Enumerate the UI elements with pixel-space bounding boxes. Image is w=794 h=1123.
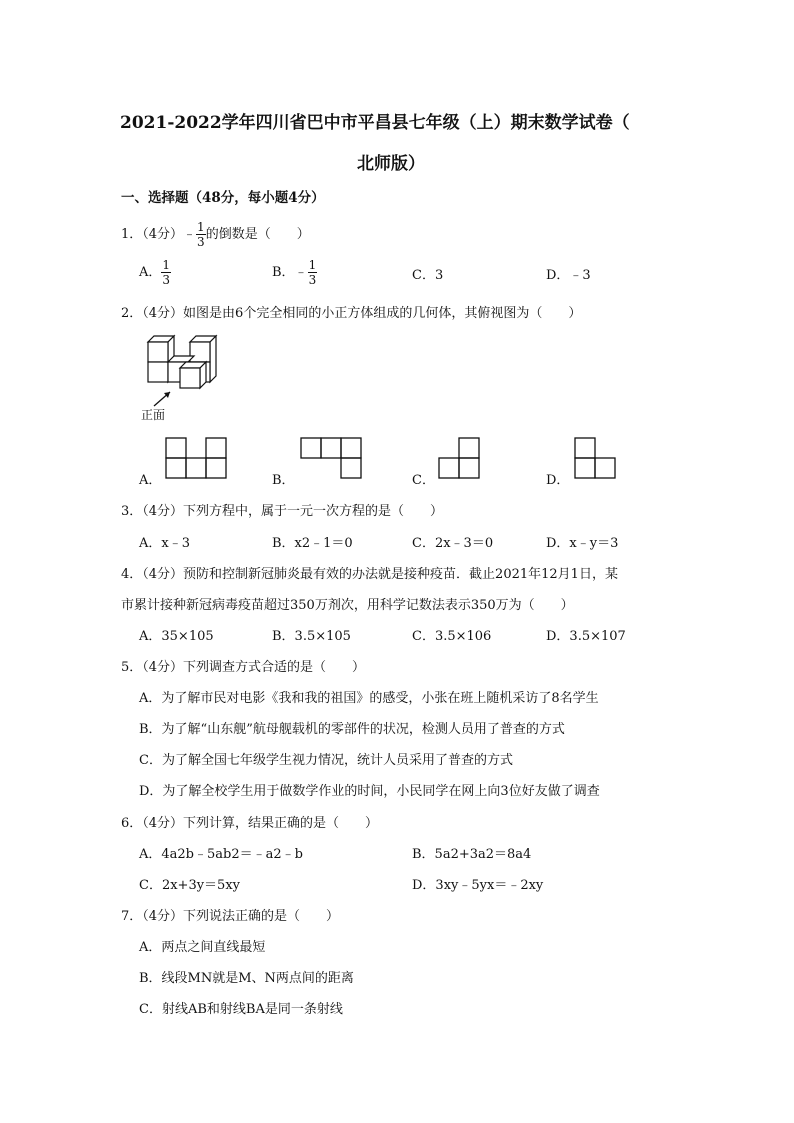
question-3-stem: 3．（4分）下列方程中，属于一元一次方程的是（ ）: [121, 504, 444, 519]
front-label: 正面: [141, 408, 166, 422]
question-7-option-c[interactable]: C．射线AB和射线BA是同一条射线: [139, 1002, 343, 1017]
question-2-option-d[interactable]: D．: [546, 473, 570, 488]
option-c-grid: [438, 437, 482, 481]
question-2-option-c[interactable]: C．: [412, 473, 435, 488]
question-4-line2: 市累计接种新冠病毒疫苗超过350万剂次，用科学记数法表示350万为（ ）: [121, 598, 574, 613]
question-6-option-d[interactable]: D．3xy﹣5yx＝﹣2xy: [412, 878, 544, 893]
question-4-option-a[interactable]: A．35×105: [139, 629, 214, 644]
option-d-grid: [574, 437, 618, 481]
question-6-stem: 6．（4分）下列计算，结果正确的是（ ）: [121, 816, 379, 831]
question-6-option-a[interactable]: A．4a2b﹣5ab2＝﹣a2﹣b: [139, 847, 303, 862]
page-title-line1: 2021-2022学年四川省巴中市平昌县七年级（上）期末数学试卷（: [120, 113, 630, 133]
option-b-grid: [300, 437, 364, 481]
question-6-option-c[interactable]: C．2x+3y＝5xy: [139, 878, 241, 893]
question-1-option-c[interactable]: C．3: [412, 268, 444, 283]
question-6-option-b[interactable]: B．5a2+3a2＝8a4: [412, 847, 532, 862]
question-5-option-c[interactable]: C．为了解全国七年级学生视力情况，统计人员采用了普查的方式: [139, 753, 513, 768]
question-1-option-a[interactable]: A． $\frac{1}{3}$: [139, 258, 171, 287]
question-3-option-b[interactable]: B．x2﹣1＝0: [272, 536, 353, 551]
question-4-line1: 4．（4分）预防和控制新冠肺炎最有效的办法就是接种疫苗．截止2021年12月1日，某: [121, 567, 618, 582]
question-4-option-d[interactable]: D．3.5×107: [546, 629, 626, 644]
question-2-option-b[interactable]: B．: [272, 473, 295, 488]
question-5-option-b[interactable]: B．为了解“山东舰”航母舰载机的零部件的状况，检测人员用了普查的方式: [139, 722, 565, 737]
question-4-option-b[interactable]: B．3.5×105: [272, 629, 351, 644]
section-heading: 一、选择题（48分，每小题4分）: [121, 190, 325, 206]
question-2-option-a[interactable]: A．: [139, 473, 162, 488]
option-a-grid: [165, 437, 229, 481]
question-2-stem: 2．（4分）如图是由6个完全相同的小正方体组成的几何体，其俯视图为（ ）: [121, 306, 582, 321]
question-4-option-c[interactable]: C．3.5×106: [412, 629, 492, 644]
question-5-option-a[interactable]: A．为了解市民对电影《我和我的祖国》的感受，小张在班上随机采访了8名学生: [139, 691, 599, 706]
question-3-option-d[interactable]: D．x﹣y＝3: [546, 536, 619, 551]
question-7-option-b[interactable]: B．线段MN就是M、N两点间的距离: [139, 971, 354, 986]
question-3-option-a[interactable]: A．x﹣3: [139, 536, 190, 551]
question-1-option-d[interactable]: D．﹣3: [546, 268, 591, 283]
question-3-option-c[interactable]: C．2x﹣3＝0: [412, 536, 494, 551]
question-7-option-a[interactable]: A．两点之间直线最短: [139, 940, 266, 955]
question-1-stem: 1．（4分）﹣ $\frac{1}{3}$ 的倒数是（ ）: [121, 220, 310, 249]
question-5-stem: 5．（4分）下列调查方式合适的是（ ）: [121, 660, 366, 675]
question-5-option-d[interactable]: D．为了解全校学生用于做数学作业的时间，小民同学在网上向3位好友做了调查: [139, 784, 600, 799]
fraction: $\frac{1}{3}$: [197, 220, 205, 249]
question-1-option-b[interactable]: B．﹣ $\frac{1}{3}$: [272, 258, 317, 287]
question-7-stem: 7．（4分）下列说法正确的是（ ）: [121, 909, 340, 924]
page-title-line2: 北师版）: [357, 154, 425, 174]
